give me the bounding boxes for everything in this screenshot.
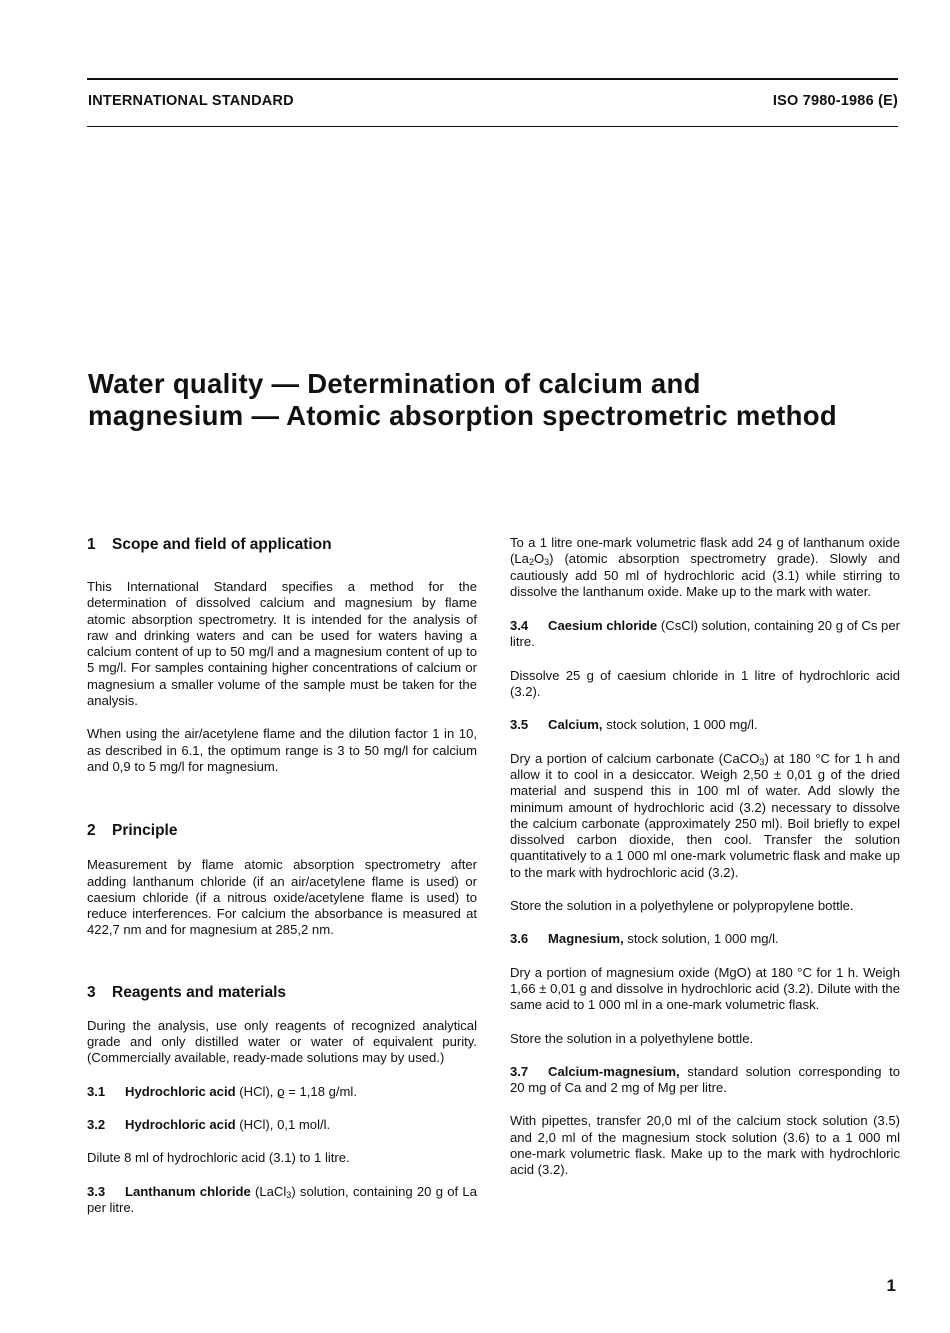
header-bottom-rule xyxy=(87,126,898,127)
subsection-3-5-paragraph-1 xyxy=(510,751,900,881)
subsection-3-2-paragraph: Dilute 8 ml of hydrochloric acid (3.1) to 1 litre. xyxy=(87,1150,350,1166)
subsection-3-2-number: 3.2 xyxy=(87,1116,106,1132)
s33-text-c: ) (atomic absorption spectrometry grade). Slowly and cautiously add 50 ml of hydrochloric acid (3.1) while stirring to dissolve the lanthanum oxide. Make up to the mark with water. xyxy=(510,551,900,599)
subsection-3-4 xyxy=(510,618,900,651)
section-2-paragraph: Measurement by flame atomic absorption spectrometry after adding lanthanum chloride (if an air/acetylene flame is used) or caesium chloride (if a nitrous oxide/acetylene flame is used) to reduce interferences. For calcium the absorbance is measured at 422,7 nm and for magnesium at 285,2 nm. xyxy=(87,857,477,938)
s35-text-b: ) at 180 °C for 1 h and allow it to cool in a desiccator. Weigh 2,50 ± 0,01 g of the dried material and suspend this in 100 ml of water. Add slowly the minimum amount of hydrochloric acid (3.2) necessary to dissolve the calcium carbonate (approximately 250 ml). Boil briefly to expel dissolved carbon dioxide, then cool. Transfer the solution quantitatively to a 1 000 ml one-mark volumetric flask and make up to the mark with hydrochloric acid (3.2). xyxy=(510,750,900,880)
subsection-3-3-name: Lanthanum chloride xyxy=(125,1183,251,1199)
section-1-number: 1 xyxy=(87,536,96,553)
subsection-3-3 xyxy=(87,1184,477,1217)
document-type-label: INTERNATIONAL STANDARD xyxy=(88,93,294,109)
subsection-3-1 xyxy=(87,1084,477,1100)
left-column xyxy=(87,535,477,1216)
section-3-paragraph: During the analysis, use only reagents of recognized analytical grade and only distilled water or water of equivalent purity. (Commercially available, ready-made solutions may by used.) xyxy=(87,1017,477,1066)
subsection-3-1-number: 3.1 xyxy=(87,1083,106,1099)
section-1-paragraph-1: This International Standard specifies a method for the determination of dissolved calcium and magnesium by flame atomic absorption spectrometry. It is intended for the analysis of raw and drinking waters and can be used for waters having a calcium content of up to 50 mg/l and a magnesium content of up to 5 mg/l. For samples containing higher concentrations of calcium or magnesium a smaller volume of the sample must be taken for the analysis. xyxy=(87,579,477,709)
subsection-3-3-subscript: 3 xyxy=(286,1189,292,1200)
subsection-3-5-paragraph-2: Store the solution in a polyethylene or polypropylene bottle. xyxy=(510,898,854,914)
subsection-3-7-number: 3.7 xyxy=(510,1063,529,1079)
subsection-3-6 xyxy=(510,931,900,947)
s35-text-a: Dry a portion of calcium carbonate (CaCO xyxy=(510,750,760,766)
subsection-3-4-number: 3.4 xyxy=(510,618,529,634)
subsection-3-5-name: Calcium, xyxy=(548,717,603,733)
subsection-3-7-text: standard solution corresponding to 20 mg of Ca and 2 mg of Mg per litre. xyxy=(510,1063,900,1096)
subsection-3-2-name: Hydrochloric acid xyxy=(125,1116,236,1132)
document-title xyxy=(88,368,908,432)
subsection-3-6-name: Magnesium, xyxy=(548,931,624,947)
s33-subscript-2: 3 xyxy=(544,557,550,568)
subsection-3-5 xyxy=(510,717,900,733)
page-number: 1 xyxy=(886,1276,896,1295)
subsection-3-3-number: 3.3 xyxy=(87,1183,106,1199)
standard-number: ISO 7980-1986 (E) xyxy=(772,93,898,109)
s33-text-a: To a 1 litre one-mark volumetric flask add 24 g of lanthanum oxide (La xyxy=(510,535,900,567)
section-2-number: 2 xyxy=(87,822,96,840)
subsection-3-5-number: 3.5 xyxy=(510,717,529,733)
subsection-3-1-name: Hydrochloric acid xyxy=(125,1083,236,1099)
title-line-1: Water quality — Determination of calcium and xyxy=(88,368,701,399)
subsection-3-3-text-a: (LaCl xyxy=(250,1183,287,1199)
subsection-3-3-paragraph xyxy=(510,535,900,600)
section-3-title: Reagents and materials xyxy=(112,983,287,1001)
section-1-title: Scope and field of application xyxy=(112,536,332,553)
subsection-3-4-name: Caesium chloride xyxy=(548,618,658,634)
subsection-3-2-text: (HCl), 0,1 mol/l. xyxy=(235,1116,331,1132)
subsection-3-6-paragraph-1: Dry a portion of magnesium oxide (MgO) at 180 °C for 1 h. Weigh 1,66 ± 0,01 g and dissolve in hydrochloric acid (3.2). Dilute with the same acid to 1 000 ml in a one-mark volumetric flask. xyxy=(510,964,900,1013)
section-2-heading xyxy=(87,821,477,841)
subsection-3-4-text: (CsCl) solution, containing 20 g of Cs per litre. xyxy=(510,618,900,650)
section-2-title: Principle xyxy=(112,822,178,840)
section-3-heading xyxy=(87,983,477,1003)
subsection-3-6-text: stock solution, 1 000 mg/l. xyxy=(623,931,779,947)
subsection-3-4-paragraph: Dissolve 25 g of caesium chloride in 1 litre of hydrochloric acid (3.2). xyxy=(510,667,900,700)
s35-subscript: 3 xyxy=(759,756,765,767)
subsection-3-7-paragraph: With pipettes, transfer 20,0 ml of the calcium stock solution (3.5) and 2,0 ml of the magnesium stock solution (3.6) to a 1 000 ml one-mark volumetric flask. Make up to the mark with hydrochloric acid (3.2). xyxy=(510,1113,900,1178)
subsection-3-7-name: Calcium-magnesium, xyxy=(548,1063,680,1079)
subsection-3-2 xyxy=(87,1117,477,1133)
s33-text-b: O xyxy=(533,551,545,567)
subsection-3-7 xyxy=(510,1064,900,1097)
section-3-number: 3 xyxy=(87,983,96,1001)
s33-subscript-1: 2 xyxy=(528,557,534,568)
section-1-paragraph-2: When using the air/acetylene flame and the dilution factor 1 in 10, as described in 6.1, the optimum range is 3 to 50 mg/l for calcium and 0,9 to 5 mg/l for magnesium. xyxy=(87,726,477,774)
section-1-heading xyxy=(87,535,477,555)
subsection-3-5-text: stock solution, 1 000 mg/l. xyxy=(602,717,758,733)
right-column xyxy=(510,535,900,1179)
subsection-3-6-paragraph-2: Store the solution in a polyethylene bottle. xyxy=(510,1030,754,1046)
title-line-2: magnesium — Atomic absorption spectrometric method xyxy=(88,400,837,431)
subsection-3-1-text: (HCl), ϱ = 1,18 g/ml. xyxy=(235,1083,357,1099)
header-top-rule xyxy=(87,78,898,80)
subsection-3-6-number: 3.6 xyxy=(510,931,529,947)
subsection-3-3-text-b: ) solution, containing 20 g of La per litre. xyxy=(87,1183,477,1215)
